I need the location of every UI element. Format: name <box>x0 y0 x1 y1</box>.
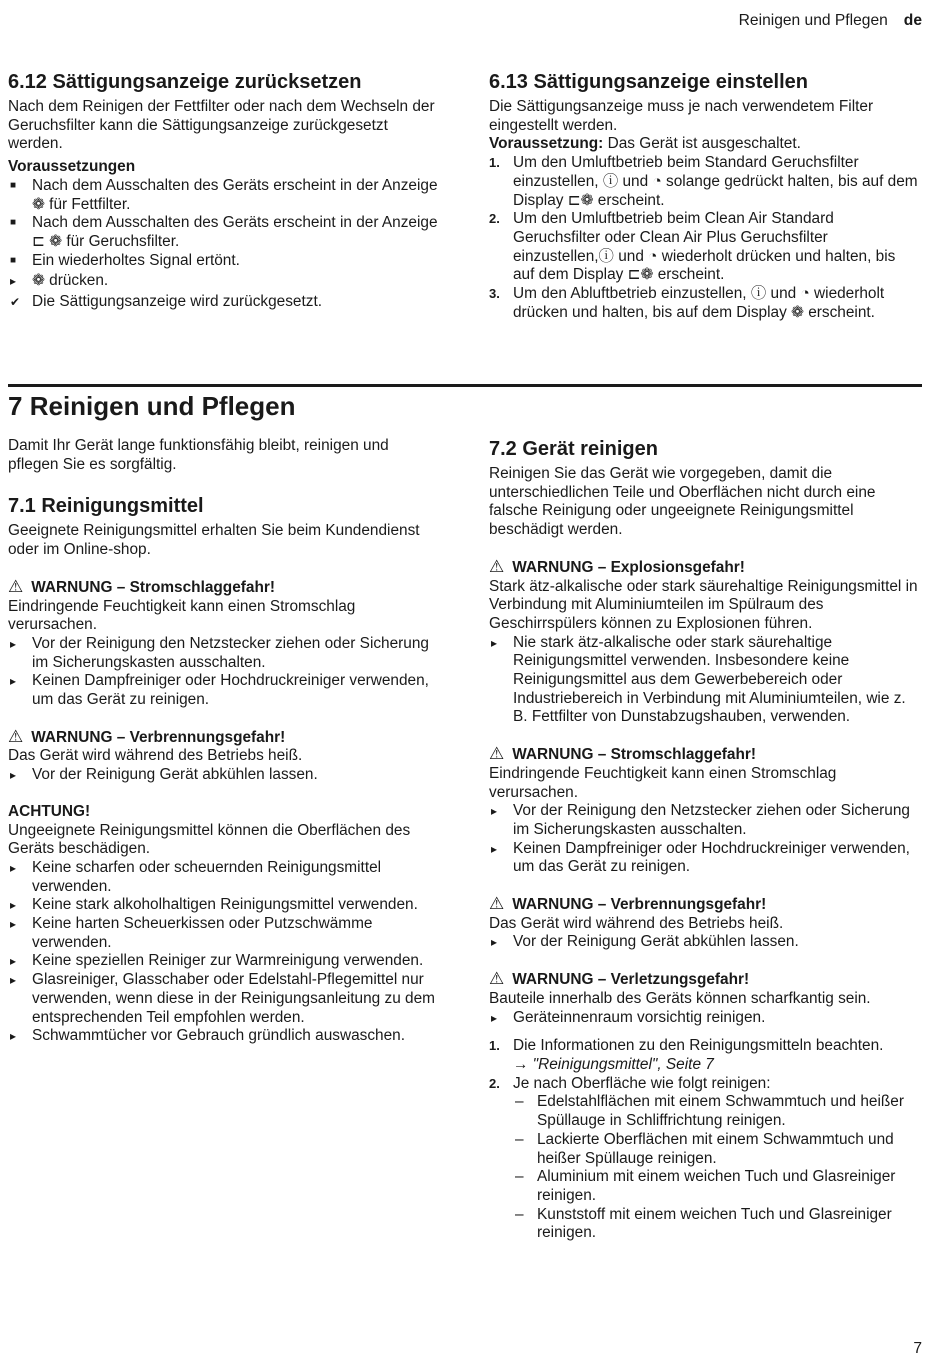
numbered-steps <box>489 1037 919 1243</box>
step-item <box>489 1075 919 1243</box>
warning-text: Das Gerät wird während des Betriebs heiß. <box>489 914 784 932</box>
warning-triangle-icon: ⚠ <box>489 556 505 576</box>
running-header <box>739 12 922 31</box>
warning-list <box>489 634 919 728</box>
numbered-steps <box>489 154 919 322</box>
warning-title: WARNUNG – Stromschlaggefahr! <box>512 746 756 764</box>
step-item <box>489 285 919 322</box>
result-text: ✔ Die Sättigungsanzeige wird zurückgesetzt. <box>8 293 438 312</box>
prerequisite-text: Das Gerät ist ausgeschaltet. <box>607 135 801 153</box>
warning-heading <box>489 895 919 915</box>
right-column <box>489 437 919 1243</box>
list-item: ▸ Geräteinnenraum vorsichtig reinigen. <box>489 1009 919 1028</box>
list-item: ▸ Vor der Reinigung Gerät abkühlen lassen. <box>489 933 919 952</box>
warning-list <box>489 933 919 952</box>
warning-title: WARNUNG – Verbrennungsgefahr! <box>31 728 286 746</box>
step-text: Um den Abluftbetrieb einzustellen, ⓘ und ◔ wiederholt drücken und halten, bis auf dem Display ❁ erscheint. <box>513 285 885 321</box>
step-text: Je nach Oberfläche wie folgt reinigen: <box>513 1074 771 1092</box>
step-item <box>489 154 919 210</box>
section-6-12 <box>8 70 438 312</box>
list-item: ▸ Keine stark alkoholhaltigen Reinigungsmittel verwenden. <box>8 896 438 915</box>
step-number: 1. <box>489 1038 500 1054</box>
section-title: 7.1 Reinigungsmittel <box>8 495 204 518</box>
warning-text: Das Gerät wird während des Betriebs heiß. <box>8 747 303 765</box>
warning-list <box>8 766 438 785</box>
prerequisites-label: Voraussetzungen <box>8 158 136 176</box>
warning-text: Stark ätz-alkalische oder stark säurehaltige Reinigungsmittel in Verbindung mit Aluminiumteilen im Spülraum des Geschirrspülers können zu Explosionen führen. <box>489 577 918 632</box>
warning-heading <box>489 970 919 990</box>
list-item: ▸ Keinen Dampfreiniger oder Hochdruckreiniger verwenden, um das Gerät zu reinigen. <box>8 672 438 709</box>
left-column <box>8 437 438 1046</box>
step-item: ▸ ❁ drücken. <box>8 272 438 291</box>
step-number: 2. <box>489 211 500 227</box>
header-section: Reinigen und Pflegen <box>738 12 888 29</box>
section-intro: Nach dem Reinigen der Fettfilter oder nach dem Wechseln der Geruchsfilter kann die Sättigungsanzeige zurückgesetzt werden. <box>8 98 435 153</box>
list-item: ▸ Vor der Reinigung den Netzstecker ziehen oder Sicherung im Sicherungskasten ausschalten. <box>8 635 438 672</box>
prerequisites-list <box>8 177 438 271</box>
list-item: ■ Ein wiederholtes Signal ertönt. <box>8 252 438 271</box>
warning-title: WARNUNG – Stromschlaggefahr! <box>31 578 275 596</box>
warning-triangle-icon: ⚠ <box>489 744 505 764</box>
list-item: ▸ Nie stark ätz-alkalische oder stark säurehaltige Reinigungsmittel verwenden. Insbesondere keine Reinigungsmittel aus dem Gewerbebereich oder Industriebereich in Verbindung mit Aluminiumteilen, wie z. B. Fettfilter von Dunstabzugshauben, verwenden. <box>489 634 919 728</box>
section-title: 6.13 Sättigungsanzeige einstellen <box>489 71 808 93</box>
warning-list <box>489 802 919 877</box>
surface-list <box>513 1093 919 1243</box>
warning-title: WARNUNG – Verletzungsgefahr! <box>512 971 750 989</box>
step-item <box>489 1037 919 1074</box>
warning-title: WARNUNG – Explosionsgefahr! <box>512 558 745 576</box>
warning-heading <box>8 728 438 748</box>
section-title: 6.12 Sättigungsanzeige zurücksetzen <box>8 71 362 93</box>
section-intro: Geeignete Reinigungsmittel erhalten Sie beim Kundendienst oder im Online-shop. <box>8 522 420 559</box>
warning-list <box>489 1009 919 1028</box>
step-text: Um den Umluftbetrieb beim Clean Air Standard Geruchsfilter oder Clean Air Plus Geruchsfilter einzustellen,ⓘ und ◔ wiederholt drücken und halten, bis auf dem Display ⊏❁ erscheint. <box>513 210 896 284</box>
list-item: – Lackierte Oberflächen mit einem Schwammtuch und heißer Spüllauge reinigen. <box>513 1131 919 1168</box>
caution-list <box>8 859 438 1046</box>
warning-text: Bauteile innerhalb des Geräts können scharfkantig sein. <box>489 989 871 1007</box>
chapter-intro: Damit Ihr Gerät lange funktionsfähig bleibt, reinigen und pflegen Sie es sorgfältig. <box>8 437 389 473</box>
step-text: Die Informationen zu den Reinigungsmitteln beachten. <box>513 1037 884 1055</box>
chapter-title-text: Reinigen und Pflegen <box>29 391 296 421</box>
step-number: 3. <box>489 286 500 302</box>
list-item: ▸ Vor der Reinigung Gerät abkühlen lassen. <box>8 766 438 785</box>
section-intro: Die Sättigungsanzeige muss je nach verwendetem Filter eingestellt werden. <box>489 98 874 134</box>
list-item: ▸ Keine harten Scheuerkissen oder Putzschwämme verwenden. <box>8 915 438 952</box>
list-item: ▸ Keinen Dampfreiniger oder Hochdruckreiniger verwenden, um das Gerät zu reinigen. <box>489 840 919 877</box>
header-language: de <box>903 12 922 29</box>
warning-triangle-icon: ⚠ <box>8 576 24 596</box>
step-number: 2. <box>489 1075 500 1091</box>
warning-title: WARNUNG – Verbrennungsgefahr! <box>512 896 767 914</box>
chapter-number: 7 <box>8 391 23 421</box>
chapter-title <box>8 390 296 422</box>
list-item: – Kunststoff mit einem weichen Tuch und Glasreiniger reinigen. <box>513 1206 919 1243</box>
warning-list <box>8 635 438 710</box>
list-item: ▸ Keine speziellen Reiniger zur Warmreinigung verwenden. <box>8 952 438 971</box>
prerequisite-label: Voraussetzung: <box>489 135 604 153</box>
warning-triangle-icon: ⚠ <box>489 894 505 914</box>
warning-heading <box>489 745 919 765</box>
section-6-13 <box>489 70 919 322</box>
warning-triangle-icon: ⚠ <box>489 969 505 989</box>
step-text: Um den Umluftbetrieb beim Standard Geruchsfilter einzustellen, ⓘ und ◔ solange gedrückt halten, bis auf dem Display ⊏❁ erscheint. <box>513 154 918 209</box>
section-title: 7.2 Gerät reinigen <box>489 438 658 460</box>
cross-reference-link[interactable]: → "Reinigungsmittel", Seite 7 <box>513 1055 714 1073</box>
caution-text: Ungeeignete Reinigungsmittel können die Oberflächen des Geräts beschädigen. <box>8 821 411 858</box>
list-item: ▸ Schwammtücher vor Gebrauch gründlich auswaschen. <box>8 1027 438 1046</box>
list-item: ▸ Glasreiniger, Glasschaber oder Edelstahl-Pflegemittel nur verwenden, wenn diese in der Reinigungsanleitung zu dem entsprechenden Teil empfohlen werden. <box>8 971 438 1027</box>
step-number: 1. <box>489 155 500 171</box>
list-item: – Edelstahlflächen mit einem Schwammtuch und heißer Spüllauge in Schliffrichtung reinigen. <box>513 1093 919 1130</box>
list-item: – Aluminium mit einem weichen Tuch und Glasreiniger reinigen. <box>513 1168 919 1205</box>
warning-text: Eindringende Feuchtigkeit kann einen Stromschlag verursachen. <box>489 764 837 801</box>
step-list <box>8 272 438 291</box>
list-item: ▸ Keine scharfen oder scheuernden Reinigungsmittel verwenden. <box>8 859 438 896</box>
section-intro: Reinigen Sie das Gerät wie vorgegeben, damit die unterschiedlichen Teile und Oberflächen nicht durch eine falsche Reinigung oder ungeeignete Reinigungsmittel beschädigt werden. <box>489 465 876 539</box>
step-item <box>489 210 919 285</box>
list-item: ■ Nach dem Ausschalten des Geräts erscheint in der Anzeige ❁ für Fettfilter. <box>8 177 438 214</box>
warning-heading <box>8 578 438 598</box>
warning-heading <box>489 558 919 578</box>
caution-title: ACHTUNG! <box>8 802 91 820</box>
list-item: ■ Nach dem Ausschalten des Geräts erscheint in der Anzeige ⊏ ❁ für Geruchsfilter. <box>8 214 438 251</box>
list-item: ▸ Vor der Reinigung den Netzstecker ziehen oder Sicherung im Sicherungskasten ausschalten. <box>489 802 919 839</box>
chapter-divider <box>8 384 922 387</box>
warning-text: Eindringende Feuchtigkeit kann einen Stromschlag verursachen. <box>8 597 356 634</box>
warning-triangle-icon: ⚠ <box>8 726 24 746</box>
page-number: 7 <box>913 1340 922 1358</box>
